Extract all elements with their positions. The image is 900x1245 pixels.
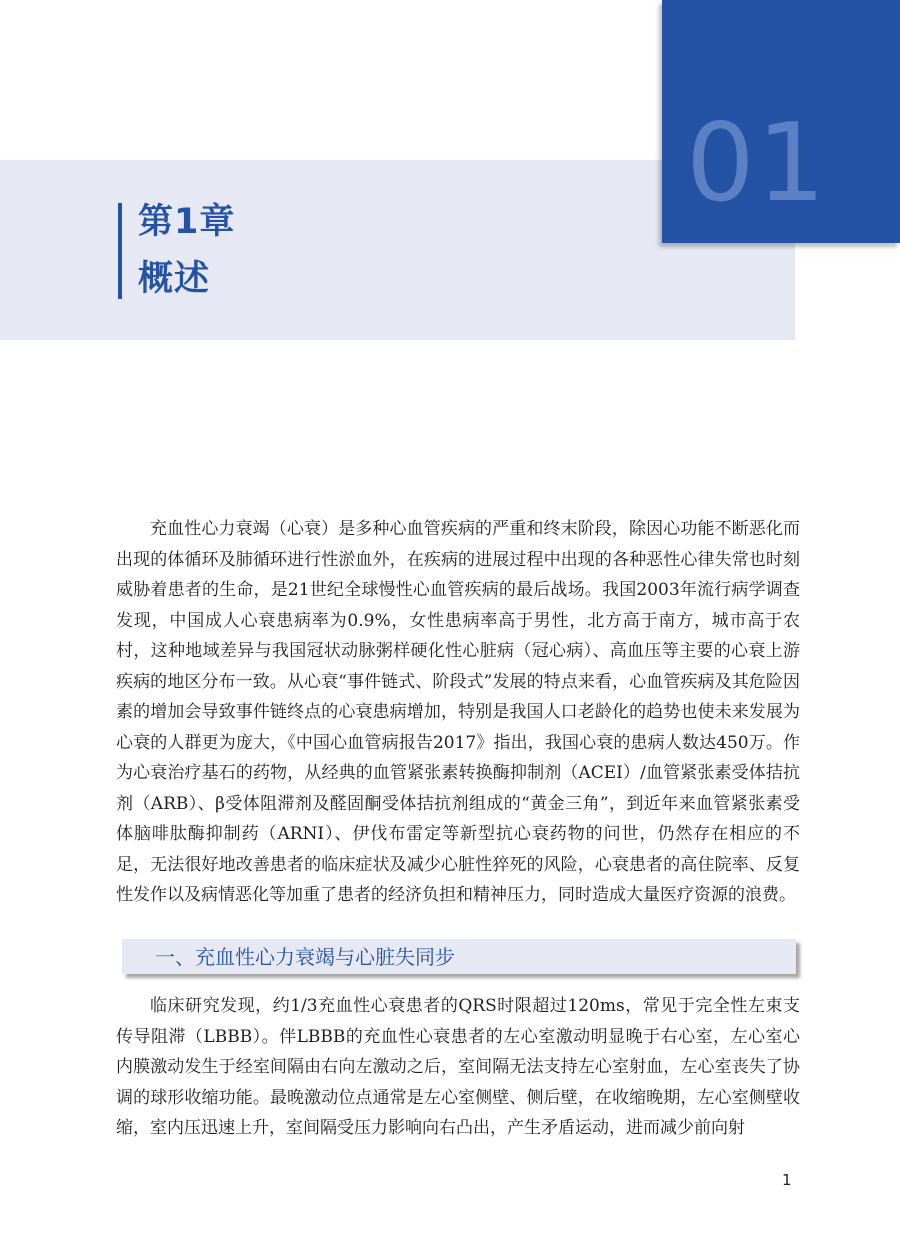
page-number: 1	[782, 1171, 792, 1189]
section-heading	[122, 939, 796, 974]
chapter-title: 概述	[138, 259, 211, 299]
chapter-title-accent-bar	[118, 203, 122, 299]
section-heading-text: 一、充血性心力衰竭与心脏失同步	[155, 945, 455, 969]
chapter-number: 01	[686, 101, 828, 226]
body-paragraph-section-1: 临床研究发现，约1/3充血性心衰患者的QRS时限超过120ms，常见于完全性左束支传导阻滞（LBBB）。伴LBBB的充血性心衰患者的左心室激动明显晚于右心室，左心室心内膜激动发生于经室间隔由右向左激动之后，室间隔无法支持左心室射血，左心室丧失了协调的球形收缩功能。最晚激动位点通常是左心室侧壁、侧后壁，在收缩晚期，左心室侧壁收缩，室内压迅速上升，室间隔受压力影响向右凸出，产生矛盾运动，进而减少前向射	[116, 996, 800, 1138]
body-paragraph-intro: 充血性心力衰竭（心衰）是多种心血管疾病的严重和终末阶段，除因心功能不断恶化而出现的体循环及肺循环进行性淤血外，在疾病的进展过程中出现的各种恶性心律失常也时刻威胁着患者的生命，是21世纪全球慢性心血管疾病的最后战场。我国2003年流行病学调查发现，中国成人心衰患病率为0.9%，女性患病率高于男性，北方高于南方，城市高于农村，这种地域差异与我国冠状动脉粥样硬化性心脏病（冠心病）、高血压等主要的心衰上游疾病的地区分布一致。从心衰“事件链式、阶段式”发展的特点来看，心血管疾病及其危险因素的增加会导致事件链终点的心衰患病增加，特别是我国人口老龄化的趋势也使未来发展为心衰的人群更为庞大，《中国心血管病报告2017》指出，我国心衰的患病人数达450万。作为心衰治疗基石的药物，从经典的血管紧张素转换酶抑制剂（ACEI）/血管紧张素受体拮抗剂（ARB）、β受体阻滞剂及醛固酮受体拮抗剂组成的“黄金三角”，到近年来血管紧张素受体脑啡肽酶抑制药（ARNI）、伊伐布雷定等新型抗心衰药物的问世，仍然存在相应的不足，无法很好地改善患者的临床症状及减少心脏性猝死的风险，心衰患者的高住院率、反复性发作以及病情恶化等加重了患者的经济负担和精神压力，同时造成大量医疗资源的浪费。	[116, 519, 800, 905]
chapter-label: 第1章	[138, 202, 236, 242]
